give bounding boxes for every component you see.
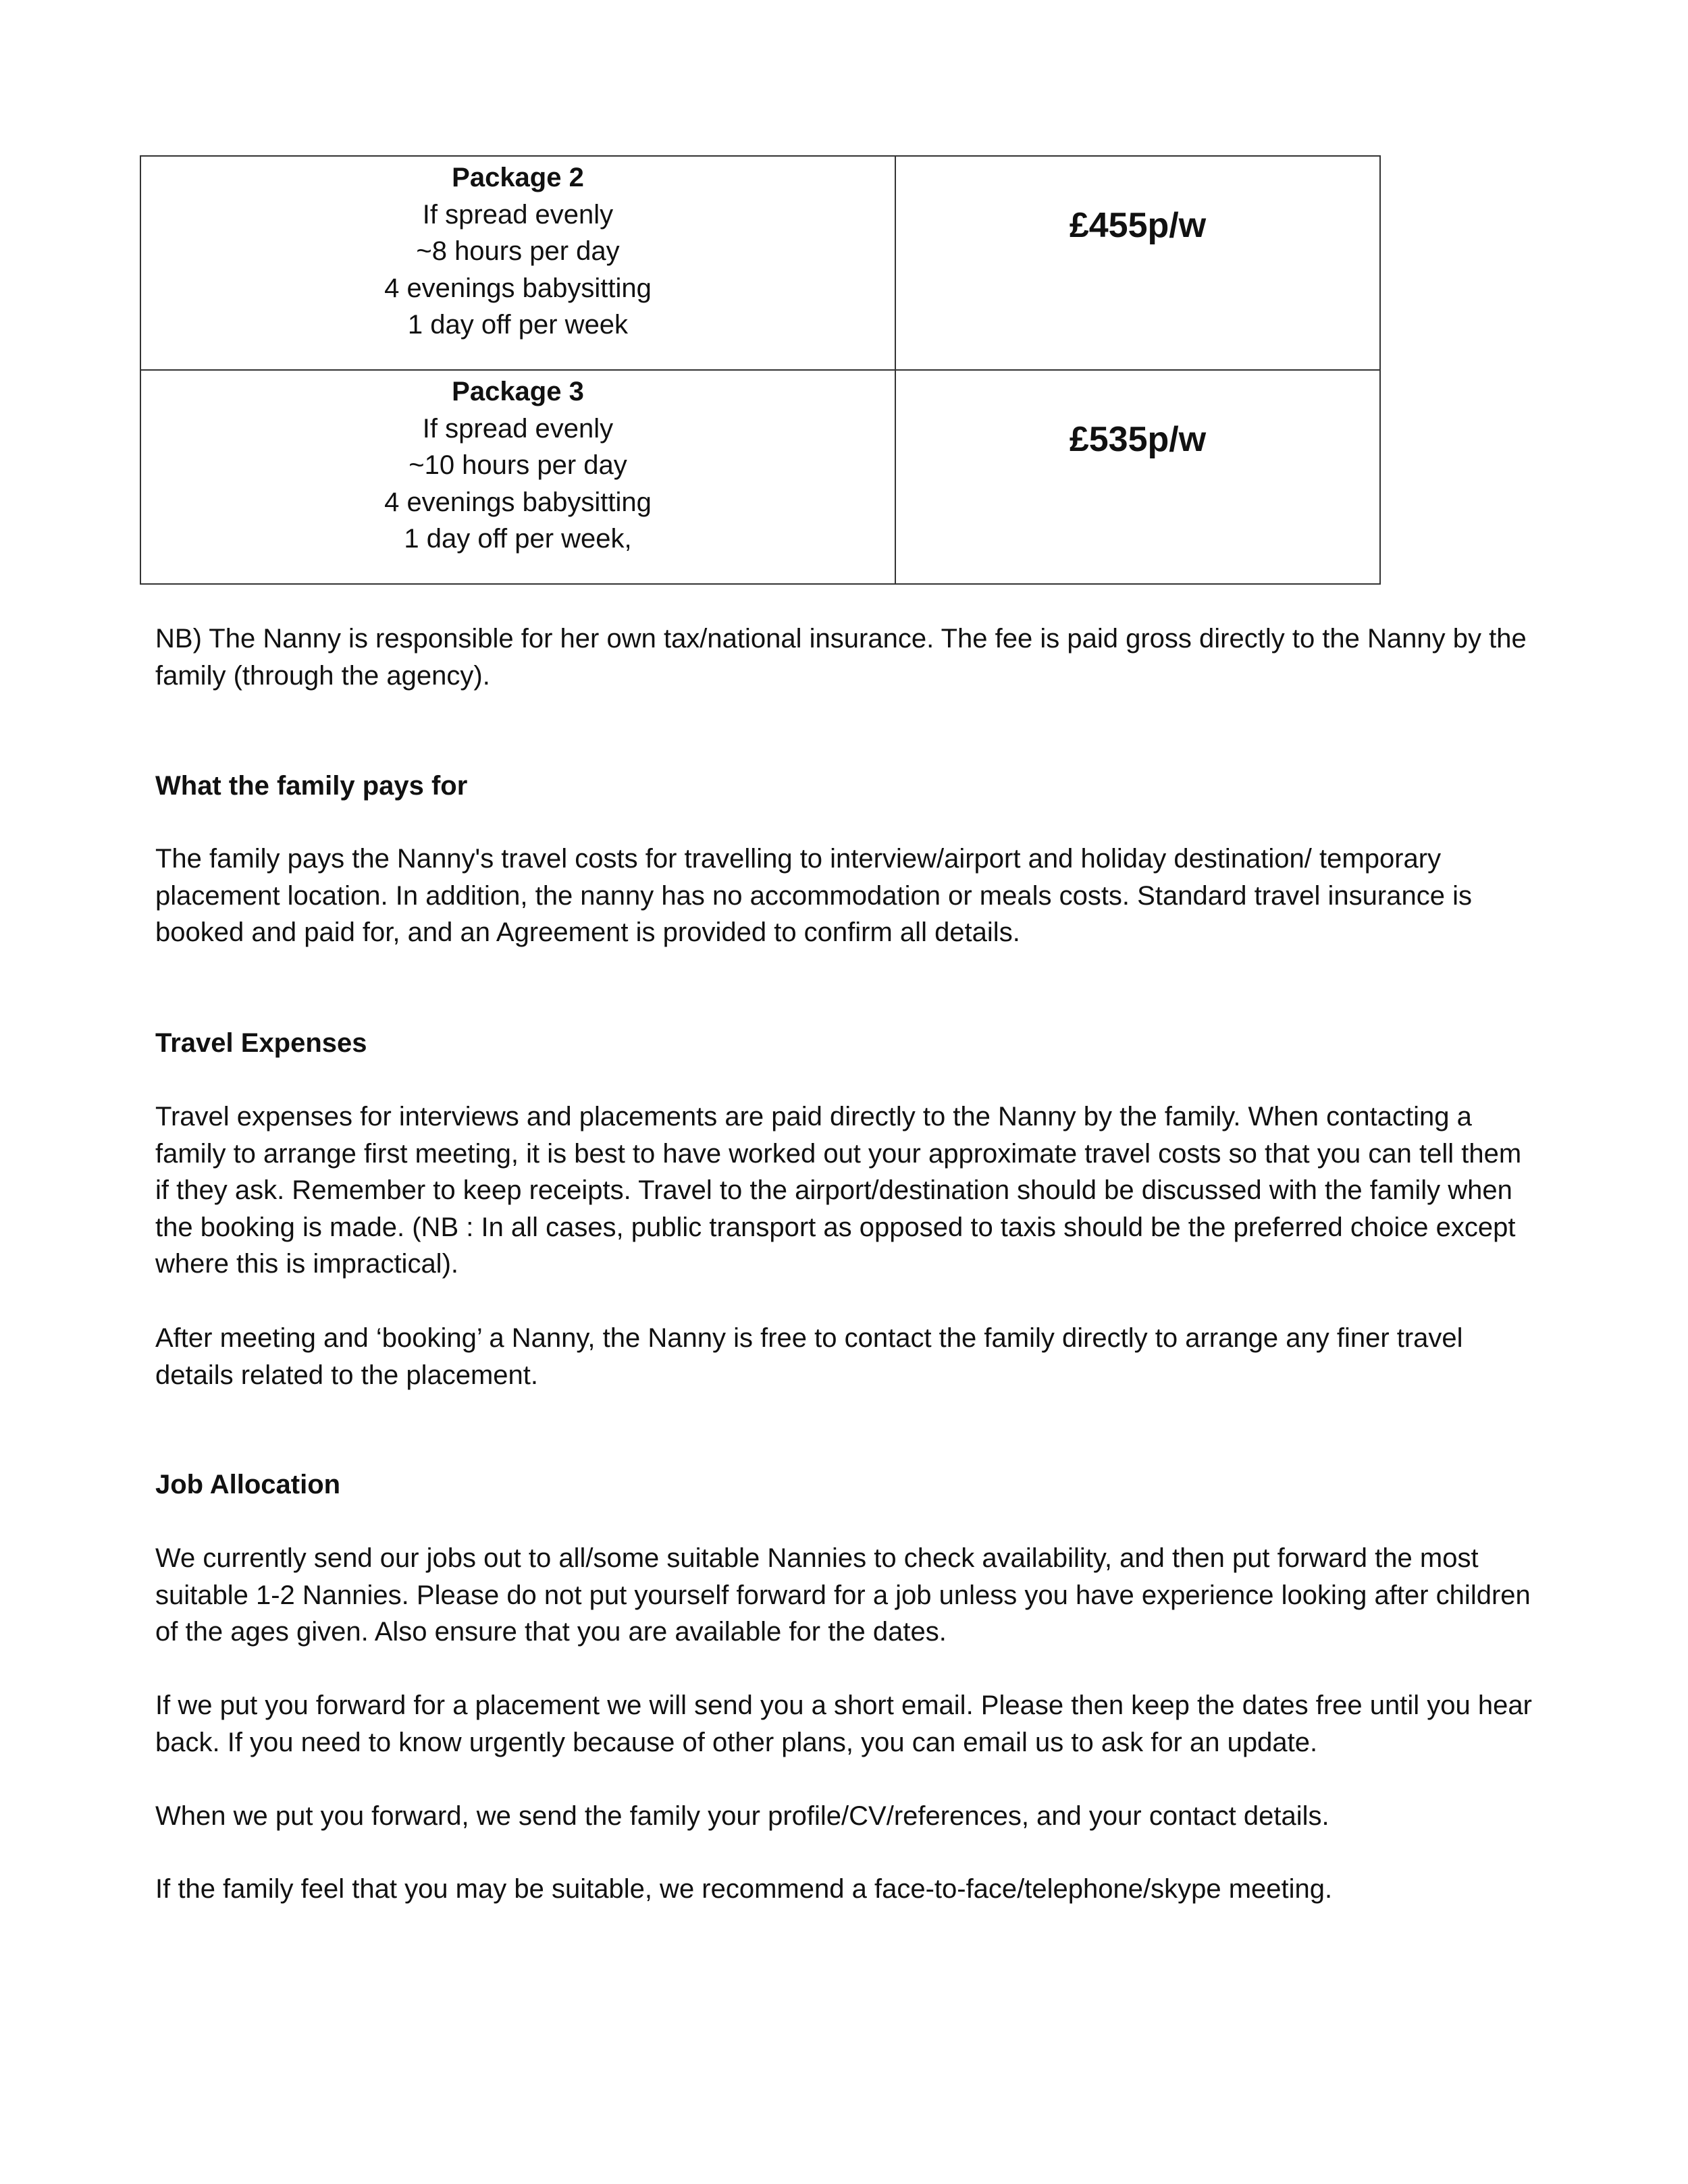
package-detail-line: If spread evenly	[422, 199, 614, 230]
paragraph-family-pays: The family pays the Nanny's travel costs for travelling to interview/airport and holiday destination/ temporary placement location. In addition, the nanny has no accommodation or meals costs. Standard travel insurance is booked and paid for, and an Agreement is provided to confirm all details.	[155, 844, 1472, 947]
package-details-cell	[140, 370, 895, 584]
paragraph-job-allocation-1: We currently send our jobs out to all/some suitable Nannies to check availability, and then put forward the most suitable 1-2 Nannies. Please do not put yourself forward for a job unless you have experience looking after children of the ages given. Also ensure that you are available for the dates.	[155, 1543, 1531, 1647]
heading-travel-expenses: Travel Expenses	[155, 1028, 367, 1058]
package-detail-line: ~8 hours per day	[416, 236, 620, 266]
paragraph-job-allocation-4: If the family feel that you may be suitable, we recommend a face-to-face/telephone/skype meeting.	[155, 1874, 1333, 1904]
package-detail-line: 4 evenings babysitting	[384, 487, 652, 517]
package-price: £535p/w	[1069, 420, 1207, 459]
paragraph-job-allocation-3: When we put you forward, we send the family your profile/CV/references, and your contact details.	[155, 1801, 1329, 1831]
package-detail-line: 4 evenings babysitting	[384, 273, 652, 303]
heading-job-allocation: Job Allocation	[155, 1470, 341, 1499]
package-detail-line: If spread evenly	[422, 413, 614, 444]
paragraph-job-allocation-2: If we put you forward for a placement we will send you a short email. Please then keep the dates free until you hear back. If you need to know urgently because of other plans, you can email us to ask for an update.	[155, 1690, 1532, 1757]
nb-note: NB) The Nanny is responsible for her own tax/national insurance. The fee is paid gross directly to the Nanny by the family (through the agency).	[155, 624, 1527, 691]
paragraph-travel-expenses-1: Travel expenses for interviews and placements are paid directly to the Nanny by the family. When contacting a family to arrange first meeting, it is best to have worked out your approximate travel costs so that you can tell them if they ask. Remember to keep receipts. Travel to the airport/destination should be discussed with the family when the booking is made. (NB : In all cases, public transport as opposed to taxis should be the preferred choice except where this is impractical).	[155, 1102, 1522, 1279]
package-table	[140, 155, 1381, 585]
package-details-cell	[140, 156, 895, 370]
package-row	[140, 156, 1380, 370]
heading-family-pays: What the family pays for	[155, 771, 468, 801]
package-price: £455p/w	[1069, 206, 1207, 245]
package-title: Package 3	[452, 377, 584, 406]
package-row	[140, 370, 1380, 584]
paragraph-travel-expenses-2: After meeting and ‘booking’ a Nanny, the Nanny is free to contact the family directly to arrange any finer travel details related to the placement.	[155, 1323, 1463, 1390]
package-title: Package 2	[452, 163, 584, 192]
package-detail-line: 1 day off per week	[407, 310, 629, 340]
package-price-cell	[895, 370, 1380, 584]
package-detail-line: 1 day off per week,	[404, 524, 632, 554]
package-price-cell	[895, 156, 1380, 370]
package-detail-line: ~10 hours per day	[408, 450, 627, 480]
